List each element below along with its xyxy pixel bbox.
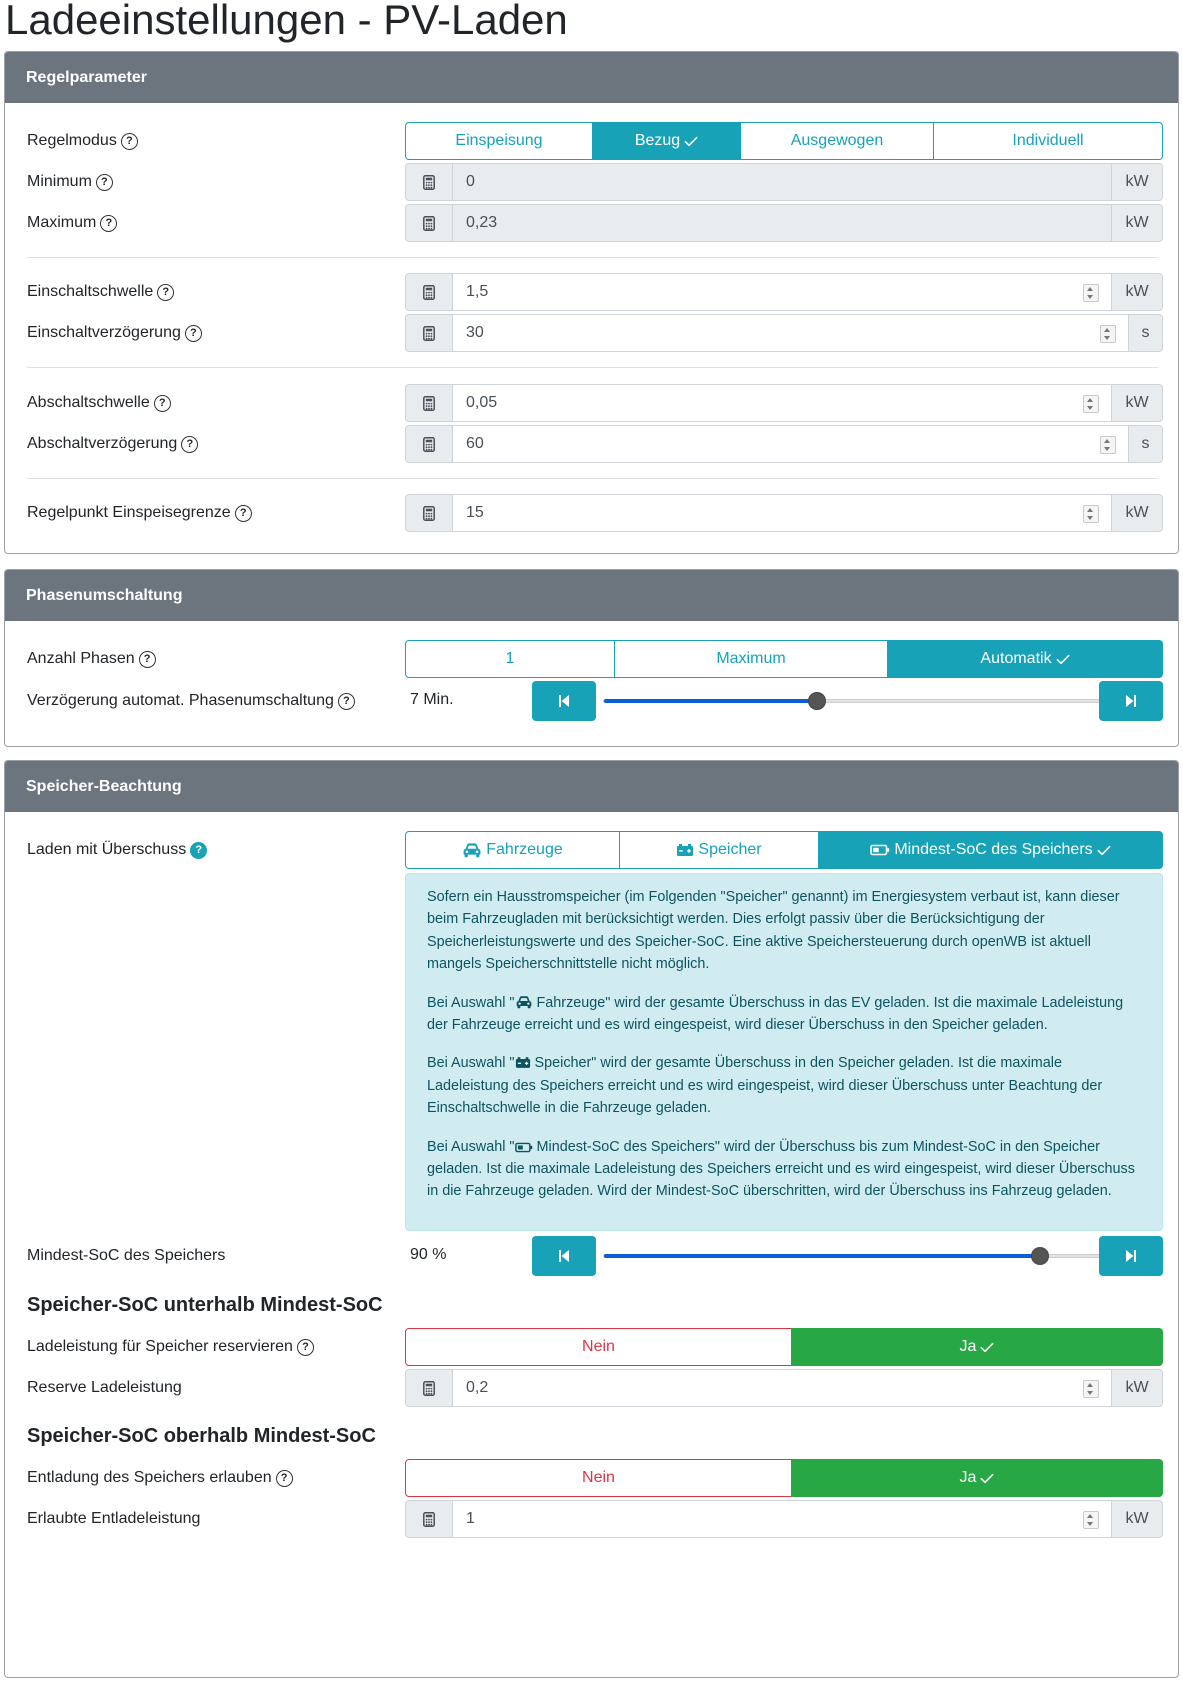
regelparameter-header: Regelparameter xyxy=(5,52,1178,103)
abschaltverzoegerung-label: Abschaltverzögerung ? xyxy=(27,425,198,463)
minimum-unit: kW xyxy=(1111,163,1163,201)
reserve-unit: kW xyxy=(1111,1369,1163,1407)
battery-icon xyxy=(870,844,890,856)
divider xyxy=(27,367,1158,368)
regelmodus-group xyxy=(405,122,1163,160)
erlaubt-input-group xyxy=(405,1500,1163,1538)
reservieren-ja-button[interactable]: Ja xyxy=(791,1328,1163,1366)
spinner-icon[interactable] xyxy=(1100,436,1116,454)
maximum-row xyxy=(5,204,1178,242)
slider-fill xyxy=(604,1254,1040,1258)
mindest-soc-value: 90 % xyxy=(410,1246,447,1263)
minimum-label: Minimum ? xyxy=(27,163,113,201)
spinner-icon[interactable] xyxy=(1100,325,1116,343)
slider-increase-button[interactable] xyxy=(1099,681,1163,721)
regelparameter-card xyxy=(4,51,1179,554)
reserve-input-group xyxy=(405,1369,1163,1407)
regelpunkt-row xyxy=(5,494,1178,532)
calculator-icon xyxy=(405,494,453,532)
erlaubt-label: Erlaubte Entladeleistung xyxy=(27,1510,201,1527)
help-icon[interactable]: ? xyxy=(338,693,355,710)
minimum-row xyxy=(5,163,1178,201)
divider xyxy=(27,257,1158,258)
entladung-nein-button[interactable]: Nein xyxy=(405,1459,792,1497)
abschaltschwelle-row xyxy=(5,384,1178,422)
reservieren-label: Ladeleistung für Speicher reservieren ? xyxy=(27,1328,314,1366)
help-icon[interactable]: ? xyxy=(181,436,198,453)
einschaltschwelle-row xyxy=(5,273,1178,311)
maximum-input-group xyxy=(405,204,1163,242)
abschaltverzoegerung-unit: s xyxy=(1128,425,1163,463)
help-icon[interactable]: ? xyxy=(185,325,202,342)
verzoegerung-value: 7 Min. xyxy=(410,691,454,708)
battery-icon xyxy=(515,1142,533,1153)
abschaltverzoegerung-input[interactable]: 60 xyxy=(452,425,1129,463)
skip-back-icon xyxy=(558,694,570,708)
anzahl-phasen-row xyxy=(5,640,1178,678)
abschaltschwelle-label: Abschaltschwelle ? xyxy=(27,384,171,422)
anzahl-phasen-group xyxy=(405,640,1163,678)
einschaltverzoegerung-input[interactable]: 30 xyxy=(452,314,1129,352)
help-icon[interactable]: ? xyxy=(121,133,138,150)
slider-thumb[interactable] xyxy=(808,692,826,710)
calculator-icon xyxy=(405,273,453,311)
spinner-icon[interactable] xyxy=(1083,505,1099,523)
car-icon xyxy=(462,842,482,858)
unterhalb-heading: Speicher-SoC unterhalb Mindest-SoC xyxy=(27,1294,383,1316)
calculator-icon xyxy=(405,1369,453,1407)
reservieren-row xyxy=(5,1328,1178,1366)
slider-decrease-button[interactable] xyxy=(532,681,596,721)
calculator-icon xyxy=(405,1500,453,1538)
entladung-label: Entladung des Speichers erlauben ? xyxy=(27,1459,293,1497)
skip-back-icon xyxy=(558,1249,570,1263)
reservieren-group xyxy=(405,1328,1163,1366)
einschaltverzoegerung-unit: s xyxy=(1128,314,1163,352)
help-icon[interactable]: ? xyxy=(139,651,156,668)
entladung-row xyxy=(5,1459,1178,1497)
einschaltverzoegerung-label: Einschaltverzögerung ? xyxy=(27,314,202,352)
regelmodus-label: Regelmodus ? xyxy=(27,122,138,160)
mindest-soc-label: Mindest-SoC des Speichers xyxy=(27,1247,226,1264)
car-icon xyxy=(515,995,533,1009)
regelmodus-row xyxy=(5,122,1178,160)
check-icon xyxy=(1056,654,1070,665)
calculator-icon xyxy=(405,204,453,242)
einschaltschwelle-input-group xyxy=(405,273,1163,311)
speicher-button[interactable]: Speicher xyxy=(619,831,819,869)
reserve-label: Reserve Ladeleistung xyxy=(27,1379,182,1396)
help-icon[interactable]: ? xyxy=(154,395,171,412)
info-paragraph: Bei Auswahl " Speicher" wird der gesamte Überschuss in den Speicher geladen. Ist die maximale Ladeleistung des Speichers erreicht und es wird eingespeist, wird dieser Überschuss unter Beachtung der Einschaltschwelle in die Fahrzeuge geladen. xyxy=(427,1055,1103,1117)
phasen-maximum-button[interactable]: Maximum xyxy=(614,640,888,678)
regelmodus-ausgewogen-button[interactable]: Ausgewogen xyxy=(740,122,934,160)
verzoegerung-slider-control xyxy=(5,681,1178,721)
entladung-ja-button[interactable]: Ja xyxy=(791,1459,1163,1497)
erlaubt-unit: kW xyxy=(1111,1500,1163,1538)
phasen-automatik-button[interactable]: Automatik xyxy=(887,640,1163,678)
mindest-soc-slider[interactable] xyxy=(603,1254,1100,1258)
abschaltverzoegerung-input-group xyxy=(405,425,1163,463)
minimum-input-group xyxy=(405,163,1163,201)
car-battery-icon xyxy=(676,843,694,857)
reservieren-nein-button[interactable]: Nein xyxy=(405,1328,792,1366)
slider-decrease-button[interactable] xyxy=(532,1236,596,1276)
speicher-beachtung-card xyxy=(4,760,1179,1678)
car-battery-icon xyxy=(515,1056,531,1069)
regelpunkt-label: Regelpunkt Einspeisegrenze ? xyxy=(27,494,252,532)
minimum-input[interactable]: 0 xyxy=(452,163,1112,201)
laden-ueberschuss-row xyxy=(5,831,1178,869)
info-paragraph: Bei Auswahl " Fahrzeuge" wird der gesamte Überschuss in das EV geladen. Ist die maximale Ladeleistung der Fahrzeuge erreicht und es wird eingespeist, wird dieser Überschuss in den Speicher geladen. xyxy=(427,994,1124,1034)
calculator-icon xyxy=(405,163,453,201)
skip-forward-icon xyxy=(1125,1249,1137,1263)
slider-fill xyxy=(604,699,817,703)
page-title: Ladeeinstellungen - PV-Laden xyxy=(5,0,568,43)
phasenumschaltung-card xyxy=(4,569,1179,747)
abschaltschwelle-input-group xyxy=(405,384,1163,422)
info-paragraph: Sofern ein Hausstromspeicher (im Folgenden "Speicher" genannt) im Energiesystem verbaut ist, kann dieser beim Fahrzeugladen mit berücksichtigt werden. Dies erfolgt passiv über die Berücksichtigung der Speicherleistungswerte und des Speicher-SoC. Eine aktive Speichersteuerung durch openWB ist aktuell mangels Speicherschnittstelle nicht möglich. xyxy=(427,889,1120,973)
regelmodus-bezug-button[interactable]: Bezug xyxy=(592,122,741,160)
skip-forward-icon xyxy=(1125,694,1137,708)
speicher-beachtung-header: Speicher-Beachtung xyxy=(5,761,1178,812)
check-icon xyxy=(980,1342,994,1353)
mindest-soc-row xyxy=(5,1236,1178,1276)
abschaltschwelle-input[interactable]: 0,05 xyxy=(452,384,1112,422)
help-icon[interactable]: ? xyxy=(276,1470,293,1487)
calculator-icon xyxy=(405,384,453,422)
spinner-icon[interactable] xyxy=(1083,395,1099,413)
speicher-info-box xyxy=(405,873,1163,1231)
reserve-row xyxy=(5,1369,1178,1407)
regelmodus-individuell-button[interactable]: Individuell xyxy=(933,122,1163,160)
check-icon xyxy=(980,1473,994,1484)
abschaltschwelle-unit: kW xyxy=(1111,384,1163,422)
spinner-icon[interactable] xyxy=(1083,1380,1099,1398)
regelpunkt-input-group xyxy=(405,494,1163,532)
entladung-group xyxy=(405,1459,1163,1497)
einschaltschwelle-input[interactable]: 1,5 xyxy=(452,273,1112,311)
mindest-soc-slider-control xyxy=(5,1236,1178,1276)
slider-increase-button[interactable] xyxy=(1099,1236,1163,1276)
calculator-icon xyxy=(405,425,453,463)
regelpunkt-unit: kW xyxy=(1111,494,1163,532)
einschaltschwelle-unit: kW xyxy=(1111,273,1163,311)
check-icon xyxy=(684,136,698,147)
help-icon[interactable]: ? xyxy=(297,1339,314,1356)
check-icon xyxy=(1097,845,1111,856)
einschaltverzoegerung-row xyxy=(5,314,1178,352)
calculator-icon xyxy=(405,314,453,352)
reserve-input[interactable]: 0,2 xyxy=(452,1369,1112,1407)
einschaltverzoegerung-input-group xyxy=(405,314,1163,352)
laden-ueberschuss-label: Laden mit Überschuss ? xyxy=(27,831,207,869)
help-icon[interactable]: ? xyxy=(157,284,174,301)
spinner-icon[interactable] xyxy=(1083,284,1099,302)
slider-thumb[interactable] xyxy=(1031,1247,1049,1265)
maximum-unit: kW xyxy=(1111,204,1163,242)
divider xyxy=(27,478,1158,479)
help-icon[interactable]: ? xyxy=(190,842,207,859)
einschaltschwelle-label: Einschaltschwelle ? xyxy=(27,273,174,311)
help-icon[interactable]: ? xyxy=(100,215,117,232)
maximum-input[interactable]: 0,23 xyxy=(452,204,1112,242)
info-paragraph: Bei Auswahl " Mindest-SoC des Speichers" wird der Überschuss bis zum Mindest-SoC in den Speicher geladen. Ist die maximale Ladeleistung des Speichers erreicht und es wird eingespeist, wird dieser Überschuss in die Fahrzeuge geladen. Wird der Mindest-SoC überschritten, wird der Überschuss ins Fahrzeug geladen. xyxy=(427,1138,1135,1200)
regelmodus-einspeisung-button[interactable]: Einspeisung xyxy=(405,122,593,160)
erlaubt-input[interactable]: 1 xyxy=(452,1500,1112,1538)
fahrzeuge-button[interactable]: Fahrzeuge xyxy=(405,831,620,869)
phasen-1-button[interactable]: 1 xyxy=(405,640,615,678)
regelpunkt-input[interactable]: 15 xyxy=(452,494,1112,532)
laden-ueberschuss-group xyxy=(405,831,1163,869)
abschaltverzoegerung-row xyxy=(5,425,1178,463)
verzoegerung-slider[interactable] xyxy=(603,699,1100,703)
erlaubt-row xyxy=(5,1500,1178,1538)
help-icon[interactable]: ? xyxy=(235,505,252,522)
spinner-icon[interactable] xyxy=(1083,1511,1099,1529)
help-icon[interactable]: ? xyxy=(96,174,113,191)
verzoegerung-row xyxy=(5,681,1178,721)
verzoegerung-label: Verzögerung automat. Phasenumschaltung ? xyxy=(27,681,355,721)
anzahl-phasen-label: Anzahl Phasen ? xyxy=(27,640,156,678)
maximum-label: Maximum ? xyxy=(27,204,117,242)
oberhalb-heading: Speicher-SoC oberhalb Mindest-SoC xyxy=(27,1425,376,1447)
phasenumschaltung-header: Phasenumschaltung xyxy=(5,570,1178,621)
mindest-soc-button[interactable]: Mindest-SoC des Speichers xyxy=(818,831,1163,869)
